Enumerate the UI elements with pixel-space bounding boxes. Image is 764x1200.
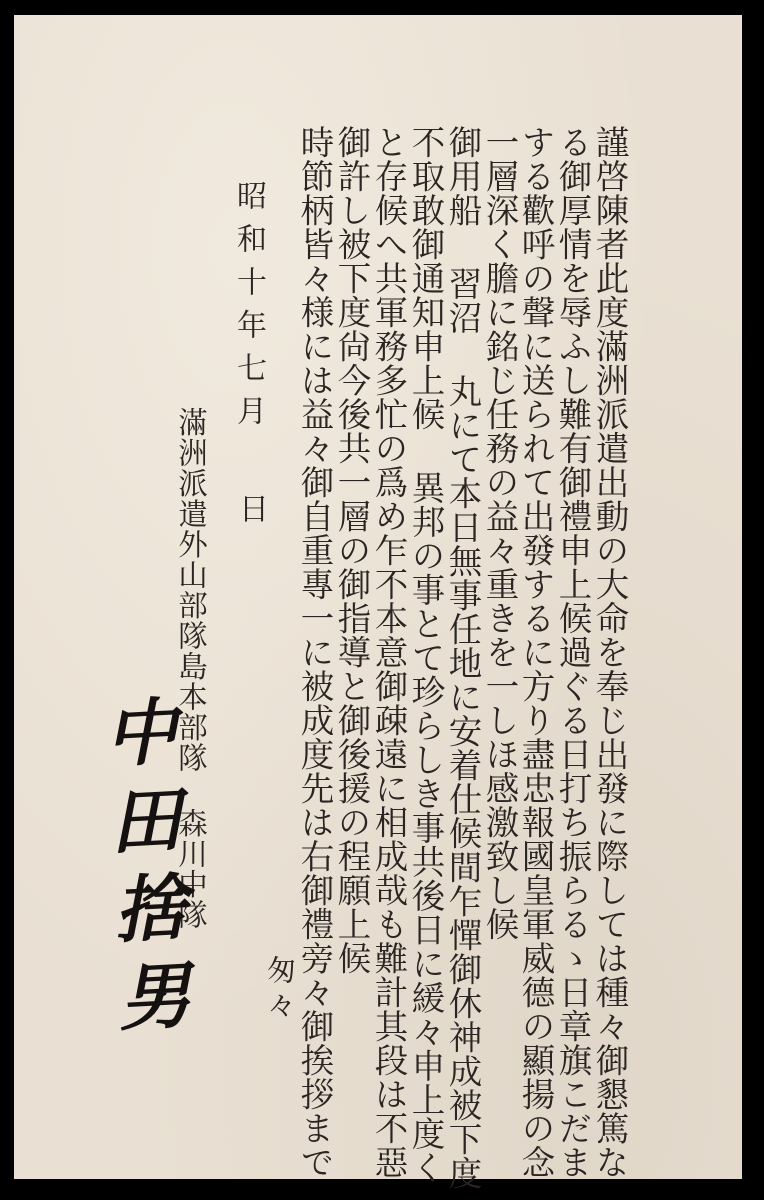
letter-line-7: と存候へ共軍務多忙の爲め乍不本意御疎遠に相成哉も難計其段は不惡 <box>369 125 408 1179</box>
letter-line-3: する歡呼の聲に送られて出發するに方り盡忠報國皇軍威德の顯揚の念 <box>516 125 555 1179</box>
letter-line-2: る御厚情を辱ふし難有御禮申上候過ぐる日打ち振らるゝ日章旗こだま <box>553 125 592 1179</box>
letter-line-9: 時節柄皆々様には益々御自重專一に被成度先は右御禮旁々御挨拶まで <box>295 125 334 1179</box>
sender-signature: 中田捨男 <box>90 692 195 1049</box>
date-era-month: 昭和十年七月 <box>231 180 266 438</box>
letter-line-8: 御許し被下度尙今後共一層の御指導と御後援の程願上候 <box>332 125 371 975</box>
letter-line-1: 謹啓陳者此度滿洲派遣出動の大命を奉じ出發に際しては種々御懇篤な <box>590 125 629 1179</box>
letter-line-5: 御用船 習沼 丸にて本日無事任地に安着仕候間乍憚御休神成被下度 <box>443 125 482 1190</box>
closing-salutation: 匆々 <box>263 955 297 1025</box>
date-day: 日 <box>233 493 268 523</box>
postcard <box>14 15 742 1190</box>
letter-line-4: 一層深く膽に銘じ任務の益々重きを一しほ感激致し候 <box>480 125 519 941</box>
letter-line-6: 不取敢御通知申上候 異邦の事とて珍らしき事共後日に緩々申上度く <box>406 125 445 1185</box>
sender-unit: 滿洲派遣外山部隊島本部隊 森川中隊 <box>174 407 208 930</box>
